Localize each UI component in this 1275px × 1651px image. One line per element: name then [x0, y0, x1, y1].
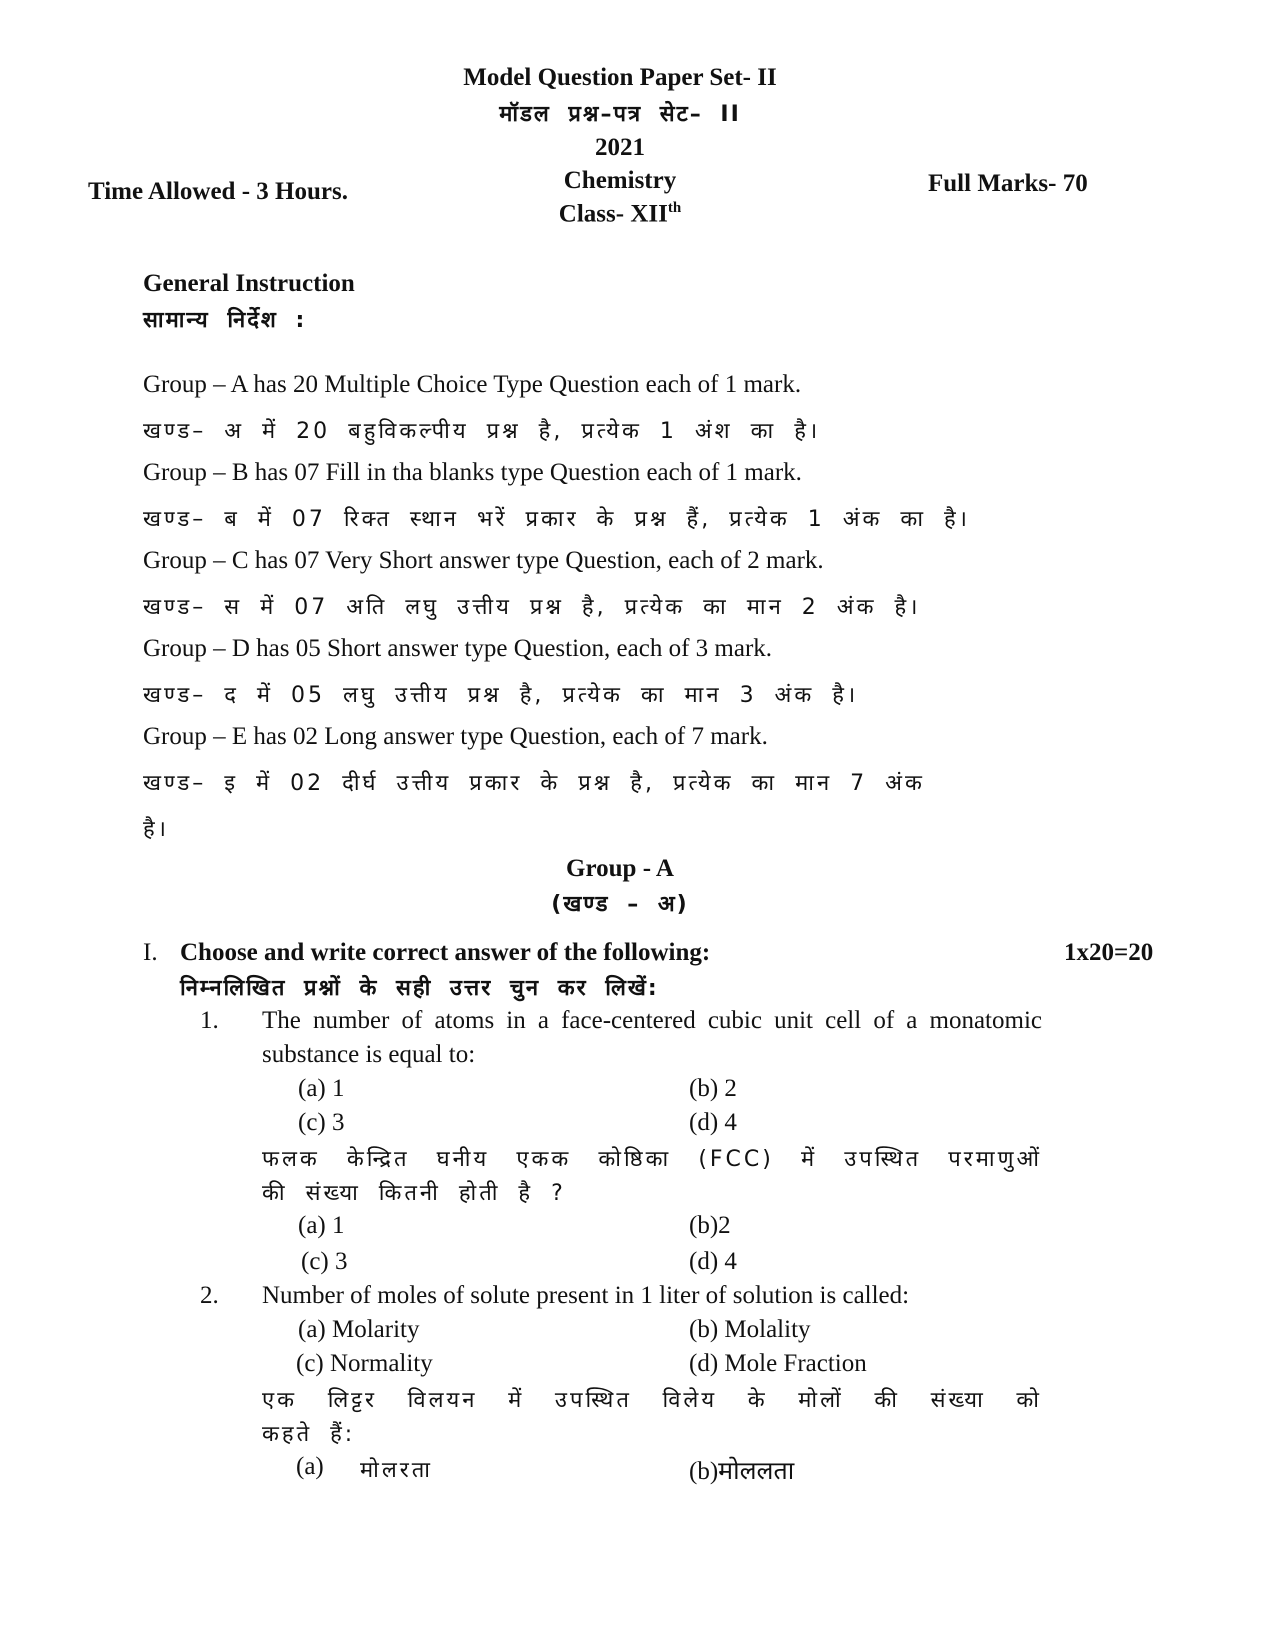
question-text-en: Number of moles of solute present in 1 liter of solution is called:	[262, 1282, 910, 1309]
option-b: (b) Molality	[689, 1316, 811, 1343]
question-text-hi-cont: कहते हैं:	[262, 1422, 356, 1447]
group-a-title-en: Group - A	[566, 855, 674, 882]
exam-year: 2021	[595, 134, 645, 161]
question-text-en-cont: substance is equal to:	[262, 1041, 476, 1068]
class-sup: th	[667, 200, 682, 216]
option-d-hi: (d) 4	[689, 1248, 737, 1275]
option-a: (a) 1	[298, 1075, 345, 1102]
group-a-title-hi: (खण्ड – अ)	[551, 892, 689, 917]
option-b: (b) 2	[689, 1075, 737, 1102]
instruction-line: Group – C has 07 Very Short answer type Question, each of 2 mark.	[143, 547, 824, 574]
option-a-hi: (a) 1	[298, 1212, 345, 1239]
instruction-line: खण्ड– स में 07 अति लघु उत्तीय प्रश्न है, प्रत्येक का मान 2 अंक है।	[143, 595, 921, 620]
option-c: (c) Normality	[296, 1350, 433, 1377]
instructions-heading-hi: सामान्य निर्देश :	[143, 308, 307, 333]
option-a: (a) Molarity	[298, 1316, 420, 1343]
question-text-en: The number of atoms in a face-centered cubic unit cell of a monatomic	[262, 1007, 1042, 1034]
option-b-hi: (b)मोललता	[689, 1458, 795, 1485]
full-marks: Full Marks- 70	[928, 170, 1088, 197]
instruction-line: खण्ड– अ में 20 बहुविकल्पीय प्रश्न है, प्रत्येक 1 अंश का है।	[143, 419, 821, 444]
option-a-hi-text: मोलरता	[360, 1458, 434, 1483]
title-hi: मॉडल प्रश्न–पत्र सेट– II	[499, 102, 741, 127]
question-text-hi: एक लिट्टर विलयन में उपस्थित विलेय के मोलों की संख्या को	[262, 1388, 1042, 1413]
question-text-hi: फलक केन्द्रित घनीय एकक कोष्ठिका (FCC) में उपस्थित परमाणुओं	[262, 1147, 1042, 1172]
instruction-line: Group – D has 05 Short answer type Question, each of 3 mark.	[143, 635, 773, 662]
option-c: (c) 3	[298, 1109, 345, 1136]
option-d: (d) 4	[689, 1109, 737, 1136]
section-heading-en: Choose and write correct answer of the following:	[180, 939, 711, 966]
class-label	[0, 200, 1240, 228]
option-a-hi-label: (a)	[296, 1453, 324, 1480]
title-en: Model Question Paper Set- II	[463, 64, 777, 91]
subject-label: Chemistry	[563, 167, 677, 194]
question-number: 1.	[200, 1007, 219, 1034]
option-c-hi: (c) 3	[301, 1248, 348, 1275]
instruction-line: खण्ड– इ में 02 दीर्घ उत्तीय प्रकार के प्रश्न है, प्रत्येक का मान 7 अंक	[143, 771, 925, 796]
instruction-line: खण्ड– ब में 07 रिक्त स्थान भरें प्रकार के प्रश्न हैं, प्रत्येक 1 अंक का है।	[143, 507, 971, 532]
instruction-line: है।	[143, 817, 170, 842]
instruction-line: खण्ड– द में 05 लघु उत्तीय प्रश्न है, प्रत्येक का मान 3 अंक है।	[143, 683, 859, 708]
class-text: Class- XII	[558, 200, 668, 228]
instruction-line: Group – A has 20 Multiple Choice Type Question each of 1 mark.	[143, 371, 802, 398]
option-d: (d) Mole Fraction	[689, 1350, 867, 1377]
time-allowed: Time Allowed - 3 Hours.	[88, 178, 348, 205]
question-text-hi-cont: की संख्या कितनी होती है ?	[262, 1181, 566, 1206]
question-number: 2.	[200, 1282, 219, 1309]
section-number: I.	[143, 939, 158, 966]
option-b-hi: (b)2	[689, 1212, 731, 1239]
instruction-line: Group – E has 02 Long answer type Question, each of 7 mark.	[143, 723, 768, 750]
instruction-line: Group – B has 07 Fill in tha blanks type Question each of 1 mark.	[143, 459, 802, 486]
instructions-heading-en: General Instruction	[143, 270, 355, 297]
section-heading-hi: निम्नलिखित प्रश्नों के सही उत्तर चुन कर लिखें:	[180, 976, 659, 1001]
section-marks: 1x20=20	[1064, 939, 1154, 966]
